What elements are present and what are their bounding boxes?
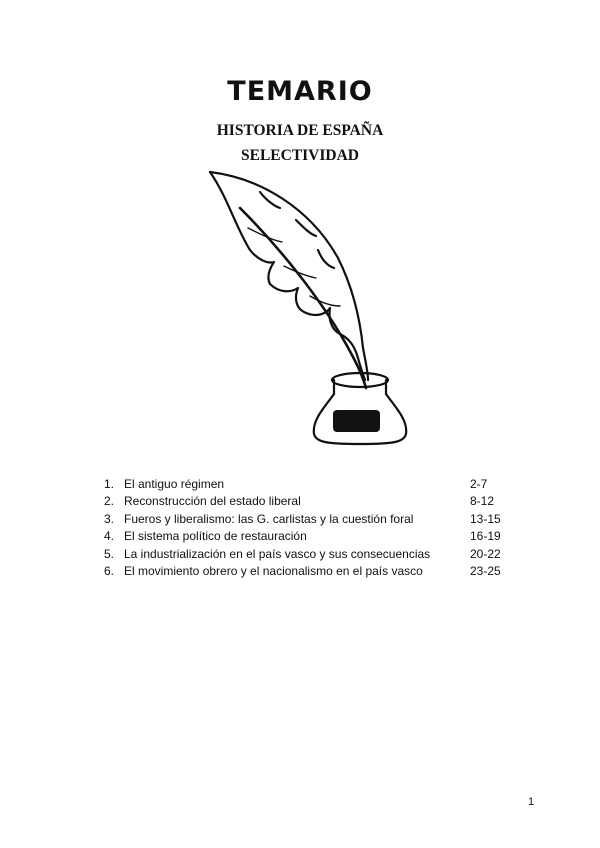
toc-item-2[interactable] (104, 493, 504, 510)
page-number: 1 (528, 796, 535, 808)
toc-item-pages: 13-15 (470, 511, 501, 526)
toc-item-title: El movimiento obrero y el nacionalismo en el país vasco (124, 563, 423, 578)
toc-item-pages: 8-12 (470, 494, 495, 509)
subtitle-line-1: HISTORIA DE ESPAÑA (216, 122, 384, 139)
toc-item-pages: 2-7 (470, 477, 488, 491)
toc-item-6[interactable] (104, 563, 504, 580)
quill-inkwell-icon (200, 168, 410, 453)
toc-item-title: El antiguo régimen (124, 477, 225, 491)
table-of-contents (104, 476, 504, 580)
toc-item-pages: 16-19 (470, 529, 501, 544)
toc-item-number: 4. (104, 529, 115, 544)
toc-item-number: 3. (104, 511, 115, 526)
toc-item-4[interactable] (104, 528, 504, 545)
toc-item-number: 5. (104, 546, 115, 561)
page-title: TEMARIO (227, 76, 373, 107)
subtitle-line-2: SELECTIVIDAD (240, 147, 359, 164)
toc-item-title: Reconstrucción del estado liberal (124, 494, 301, 509)
toc-item-title: La industrialización en el país vasco y sus consecuencias (124, 546, 431, 561)
toc-item-3[interactable] (104, 511, 504, 528)
toc-item-5[interactable] (104, 546, 504, 563)
toc-item-pages: 23-25 (470, 563, 501, 578)
toc-item-title: Fueros y liberalismo: las G. carlistas y la cuestión foral (124, 511, 414, 526)
toc-item-1[interactable] (104, 476, 504, 493)
toc-item-number: 6. (104, 563, 115, 578)
toc-item-pages: 20-22 (470, 546, 501, 561)
toc-item-number: 1. (104, 477, 115, 491)
toc-item-number: 2. (104, 494, 115, 509)
toc-item-title: El sistema político de restauración (124, 529, 307, 544)
